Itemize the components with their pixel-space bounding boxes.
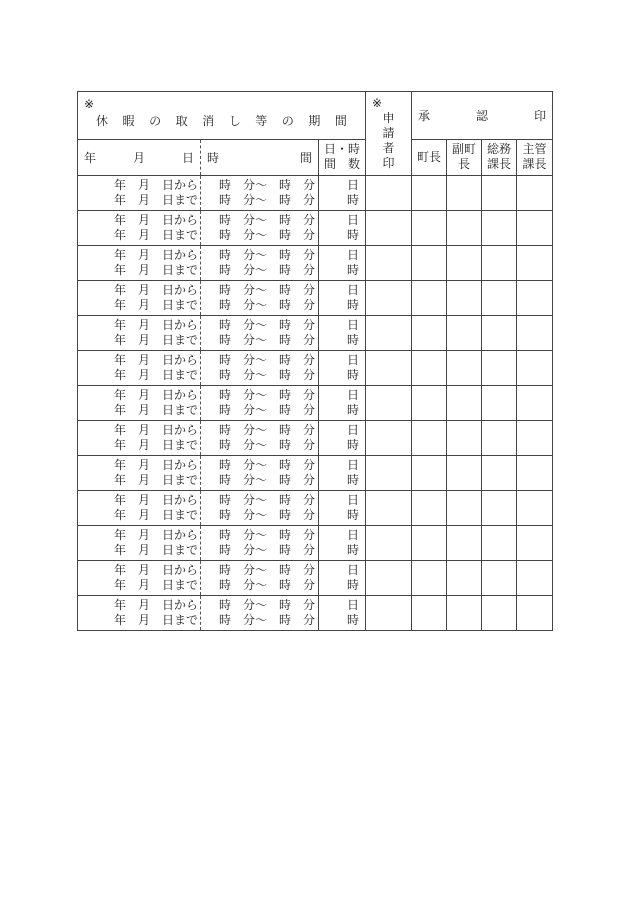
time-line-from: 時 分～ 時 分: [219, 493, 316, 507]
time-range-cell[interactable]: [201, 421, 319, 456]
applicant-seal-cell[interactable]: [366, 596, 412, 631]
date-to: 年 月 日まで: [114, 228, 199, 242]
general-affairs-seal-cell[interactable]: [482, 281, 517, 316]
days-hours-cell[interactable]: [319, 386, 366, 421]
date-to: 年 月 日まで: [114, 298, 199, 312]
days-unit: 日: [347, 458, 360, 472]
date-from: 年 月 日から: [114, 353, 199, 367]
days-unit: 日: [347, 178, 360, 192]
period-title-char: の: [149, 114, 162, 128]
date-range-cell[interactable]: [78, 211, 201, 246]
general-affairs-seal-cell[interactable]: [482, 561, 517, 596]
applicant-seal-cell[interactable]: [366, 491, 412, 526]
time-line-to: 時 分～ 時 分: [219, 298, 316, 312]
applicant-line-1: 申 請: [382, 111, 407, 140]
mayor-seal-cell[interactable]: [412, 211, 447, 246]
days-hours-cell[interactable]: [319, 176, 366, 211]
period-mark: ※: [84, 97, 95, 111]
date-col-year: 年: [84, 150, 97, 165]
applicant-seal-cell[interactable]: [366, 561, 412, 596]
applicant-seal-cell[interactable]: [366, 211, 412, 246]
hours-unit: 時: [347, 193, 360, 207]
date-range-cell[interactable]: [78, 421, 201, 456]
department-chief-seal-cell[interactable]: [517, 316, 553, 351]
deputy-mayor-seal-cell[interactable]: [447, 456, 482, 491]
days-unit: 日: [347, 283, 360, 297]
days-unit: 日: [347, 528, 360, 542]
hours-unit: 時: [347, 508, 360, 522]
time-line-from: 時 分～ 時 分: [219, 248, 316, 262]
leave-period-row: [78, 386, 553, 421]
time-col-period: 間: [299, 150, 312, 165]
period-title-char: 消: [202, 114, 215, 128]
mayor-seal-cell[interactable]: [412, 246, 447, 281]
time-line-from: 時 分～ 時 分: [219, 458, 316, 472]
date-from: 年 月 日から: [114, 423, 199, 437]
date-range-cell[interactable]: [78, 246, 201, 281]
date-to: 年 月 日まで: [114, 403, 199, 417]
time-column-header: [201, 139, 319, 175]
days-unit: 日: [347, 563, 360, 577]
time-line-from: 時 分～ 時 分: [219, 598, 316, 612]
days-hours-cell[interactable]: [319, 316, 366, 351]
department-chief-seal-cell[interactable]: [517, 456, 553, 491]
hours-unit: 時: [347, 298, 360, 312]
time-range-cell[interactable]: [201, 316, 319, 351]
hours-unit: 時: [347, 543, 360, 557]
time-line-from: 時 分～ 時 分: [219, 178, 316, 192]
days-hours-line-2: 間 数: [324, 157, 361, 172]
approver-mayor: 町長: [412, 139, 447, 175]
days-hours-cell[interactable]: [319, 421, 366, 456]
deputy-mayor-seal-cell[interactable]: [447, 246, 482, 281]
mayor-seal-cell[interactable]: [412, 526, 447, 561]
approver-general-affairs-chief: 総務 課長: [482, 139, 517, 175]
date-to: 年 月 日まで: [114, 613, 199, 627]
hours-unit: 時: [347, 613, 360, 627]
applicant-seal-cell[interactable]: [366, 526, 412, 561]
time-line-to: 時 分～ 時 分: [219, 368, 316, 382]
days-unit: 日: [347, 388, 360, 402]
time-line-from: 時 分～ 時 分: [219, 213, 316, 227]
days-hours-cell[interactable]: [319, 526, 366, 561]
date-range-cell[interactable]: [78, 281, 201, 316]
date-range-cell[interactable]: [78, 386, 201, 421]
period-title-char: 暇: [122, 114, 135, 128]
time-line-to: 時 分～ 時 分: [219, 438, 316, 452]
applicant-seal-cell[interactable]: [366, 246, 412, 281]
leave-period-row: [78, 491, 553, 526]
general-affairs-seal-cell[interactable]: [482, 246, 517, 281]
time-line-to: 時 分～ 時 分: [219, 543, 316, 557]
time-col-hour: 時: [207, 150, 220, 165]
approval-title-char: 承: [418, 108, 431, 123]
department-chief-seal-cell[interactable]: [517, 421, 553, 456]
date-range-cell[interactable]: [78, 526, 201, 561]
time-line-from: 時 分～ 時 分: [219, 388, 316, 402]
date-range-cell[interactable]: [78, 456, 201, 491]
mayor-seal-cell[interactable]: [412, 176, 447, 211]
time-range-cell[interactable]: [201, 386, 319, 421]
department-chief-seal-cell[interactable]: [517, 351, 553, 386]
date-from: 年 月 日から: [114, 283, 199, 297]
date-range-cell[interactable]: [78, 176, 201, 211]
leave-period-row: [78, 526, 553, 561]
date-from: 年 月 日から: [114, 213, 199, 227]
days-hours-cell[interactable]: [319, 491, 366, 526]
approval-title-char: 認: [476, 108, 489, 123]
general-affairs-seal-cell[interactable]: [482, 316, 517, 351]
date-to: 年 月 日まで: [114, 473, 199, 487]
period-title-char: 休: [96, 114, 109, 128]
time-line-to: 時 分～ 時 分: [219, 473, 316, 487]
leave-cancellation-form: [77, 91, 553, 631]
days-hours-cell[interactable]: [319, 281, 366, 316]
leave-period-row: [78, 316, 553, 351]
hours-unit: 時: [347, 578, 360, 592]
date-from: 年 月 日から: [114, 248, 199, 262]
approval-title: [418, 107, 546, 124]
date-col-day: 日: [181, 150, 194, 165]
applicant-seal-cell[interactable]: [366, 421, 412, 456]
period-title-char: し: [228, 114, 241, 128]
deputy-mayor-seal-cell[interactable]: [447, 596, 482, 631]
applicant-seal-cell[interactable]: [366, 386, 412, 421]
days-unit: 日: [347, 248, 360, 262]
days-hours-header: [319, 139, 366, 175]
date-to: 年 月 日まで: [114, 193, 199, 207]
time-line-from: 時 分～ 時 分: [219, 563, 316, 577]
general-affairs-seal-cell[interactable]: [482, 526, 517, 561]
time-line-to: 時 分～ 時 分: [219, 403, 316, 417]
hours-unit: 時: [347, 228, 360, 242]
period-title: [84, 110, 359, 129]
leave-period-row: [78, 176, 553, 211]
time-line-to: 時 分～ 時 分: [219, 228, 316, 242]
general-affairs-seal-cell[interactable]: [482, 351, 517, 386]
days-hours-cell[interactable]: [319, 211, 366, 246]
mayor-seal-cell[interactable]: [412, 561, 447, 596]
deputy-mayor-seal-cell[interactable]: [447, 351, 482, 386]
date-to: 年 月 日まで: [114, 543, 199, 557]
mayor-seal-cell[interactable]: [412, 386, 447, 421]
hours-unit: 時: [347, 403, 360, 417]
time-line-from: 時 分～ 時 分: [219, 318, 316, 332]
date-from: 年 月 日から: [114, 598, 199, 612]
deputy-mayor-seal-cell[interactable]: [447, 281, 482, 316]
date-from: 年 月 日から: [114, 493, 199, 507]
leave-period-row: [78, 351, 553, 386]
days-hours-cell[interactable]: [319, 561, 366, 596]
department-chief-seal-cell[interactable]: [517, 561, 553, 596]
general-affairs-seal-cell[interactable]: [482, 421, 517, 456]
date-to: 年 月 日まで: [114, 508, 199, 522]
approver-department-chief: 主管 課長: [517, 139, 553, 175]
applicant-seal-cell[interactable]: [366, 456, 412, 491]
applicant-seal-header: [366, 92, 412, 176]
date-from: 年 月 日から: [114, 563, 199, 577]
days-unit: 日: [347, 598, 360, 612]
leave-period-row: [78, 596, 553, 631]
time-range-cell[interactable]: [201, 281, 319, 316]
date-from: 年 月 日から: [114, 528, 199, 542]
applicant-seal-cell[interactable]: [366, 316, 412, 351]
days-unit: 日: [347, 493, 360, 507]
time-line-from: 時 分～ 時 分: [219, 528, 316, 542]
time-line-to: 時 分～ 時 分: [219, 613, 316, 627]
days-hours-cell[interactable]: [319, 456, 366, 491]
mayor-seal-cell[interactable]: [412, 281, 447, 316]
time-range-cell[interactable]: [201, 561, 319, 596]
deputy-mayor-seal-cell[interactable]: [447, 561, 482, 596]
date-to: 年 月 日まで: [114, 438, 199, 452]
leave-period-row: [78, 456, 553, 491]
mayor-seal-cell[interactable]: [412, 351, 447, 386]
department-chief-seal-cell[interactable]: [517, 491, 553, 526]
applicant-seal-cell[interactable]: [366, 281, 412, 316]
time-range-cell[interactable]: [201, 526, 319, 561]
date-from: 年 月 日から: [114, 318, 199, 332]
approval-title-char: 印: [534, 108, 547, 123]
time-line-to: 時 分～ 時 分: [219, 508, 316, 522]
date-to: 年 月 日まで: [114, 578, 199, 592]
general-affairs-seal-cell[interactable]: [482, 596, 517, 631]
period-title-char: 取: [175, 114, 188, 128]
general-affairs-seal-cell[interactable]: [482, 491, 517, 526]
department-chief-seal-cell[interactable]: [517, 246, 553, 281]
days-hours-cell[interactable]: [319, 351, 366, 386]
days-unit: 日: [347, 423, 360, 437]
applicant-seal-cell[interactable]: [366, 351, 412, 386]
department-chief-seal-cell[interactable]: [517, 386, 553, 421]
date-range-cell[interactable]: [78, 596, 201, 631]
hours-unit: 時: [347, 438, 360, 452]
deputy-mayor-seal-cell[interactable]: [447, 491, 482, 526]
department-chief-seal-cell[interactable]: [517, 596, 553, 631]
days-unit: 日: [347, 353, 360, 367]
general-affairs-seal-cell[interactable]: [482, 386, 517, 421]
days-hours-cell[interactable]: [319, 246, 366, 281]
approver-deputy-mayor: 副町 長: [447, 139, 482, 175]
deputy-mayor-seal-cell[interactable]: [447, 386, 482, 421]
applicant-line-2: 者 印: [382, 141, 407, 170]
deputy-mayor-seal-cell[interactable]: [447, 176, 482, 211]
date-to: 年 月 日まで: [114, 333, 199, 347]
hours-unit: 時: [347, 368, 360, 382]
leave-period-row: [78, 421, 553, 456]
general-affairs-seal-cell[interactable]: [482, 211, 517, 246]
period-title-char: の: [281, 114, 294, 128]
date-range-cell[interactable]: [78, 351, 201, 386]
time-range-cell[interactable]: [201, 351, 319, 386]
days-hours-cell[interactable]: [319, 596, 366, 631]
mayor-seal-cell[interactable]: [412, 596, 447, 631]
hours-unit: 時: [347, 473, 360, 487]
deputy-mayor-seal-cell[interactable]: [447, 526, 482, 561]
date-from: 年 月 日から: [114, 388, 199, 402]
period-title-char: 期: [308, 114, 321, 128]
date-range-cell[interactable]: [78, 491, 201, 526]
time-range-cell[interactable]: [201, 456, 319, 491]
time-line-from: 時 分～ 時 分: [219, 353, 316, 367]
time-range-cell[interactable]: [201, 211, 319, 246]
leave-period-row: [78, 281, 553, 316]
general-affairs-seal-cell[interactable]: [482, 176, 517, 211]
leave-period-row: [78, 211, 553, 246]
deputy-mayor-seal-cell[interactable]: [447, 421, 482, 456]
time-range-cell[interactable]: [201, 596, 319, 631]
date-col-month: 月: [132, 150, 145, 165]
date-from: 年 月 日から: [114, 458, 199, 472]
mayor-seal-cell[interactable]: [412, 456, 447, 491]
department-chief-seal-cell[interactable]: [517, 176, 553, 211]
leave-period-row: [78, 246, 553, 281]
time-range-cell[interactable]: [201, 246, 319, 281]
time-line-from: 時 分～ 時 分: [219, 423, 316, 437]
date-to: 年 月 日まで: [114, 263, 199, 277]
hours-unit: 時: [347, 263, 360, 277]
leave-period-row: [78, 561, 553, 596]
mayor-seal-cell[interactable]: [412, 421, 447, 456]
time-line-to: 時 分～ 時 分: [219, 578, 316, 592]
deputy-mayor-seal-cell[interactable]: [447, 211, 482, 246]
date-from: 年 月 日から: [114, 178, 199, 192]
time-line-to: 時 分～ 時 分: [219, 263, 316, 277]
period-header: [78, 92, 366, 140]
time-range-cell[interactable]: [201, 176, 319, 211]
time-line-to: 時 分～ 時 分: [219, 193, 316, 207]
applicant-seal-cell[interactable]: [366, 176, 412, 211]
period-title-char: 等: [255, 114, 268, 128]
days-unit: 日: [347, 213, 360, 227]
hours-unit: 時: [347, 333, 360, 347]
date-to: 年 月 日まで: [114, 368, 199, 382]
department-chief-seal-cell[interactable]: [517, 526, 553, 561]
period-title-char: 間: [334, 114, 347, 128]
date-column-header: [78, 139, 201, 175]
department-chief-seal-cell[interactable]: [517, 281, 553, 316]
date-range-cell[interactable]: [78, 561, 201, 596]
date-range-cell[interactable]: [78, 316, 201, 351]
deputy-mayor-seal-cell[interactable]: [447, 316, 482, 351]
approval-header: [412, 92, 553, 140]
mayor-seal-cell[interactable]: [412, 491, 447, 526]
applicant-mark: ※: [372, 96, 383, 110]
mayor-seal-cell[interactable]: [412, 316, 447, 351]
days-unit: 日: [347, 318, 360, 332]
days-hours-line-1: 日・時: [324, 142, 361, 157]
time-line-to: 時 分～ 時 分: [219, 333, 316, 347]
general-affairs-seal-cell[interactable]: [482, 456, 517, 491]
time-range-cell[interactable]: [201, 491, 319, 526]
department-chief-seal-cell[interactable]: [517, 211, 553, 246]
time-line-from: 時 分～ 時 分: [219, 283, 316, 297]
